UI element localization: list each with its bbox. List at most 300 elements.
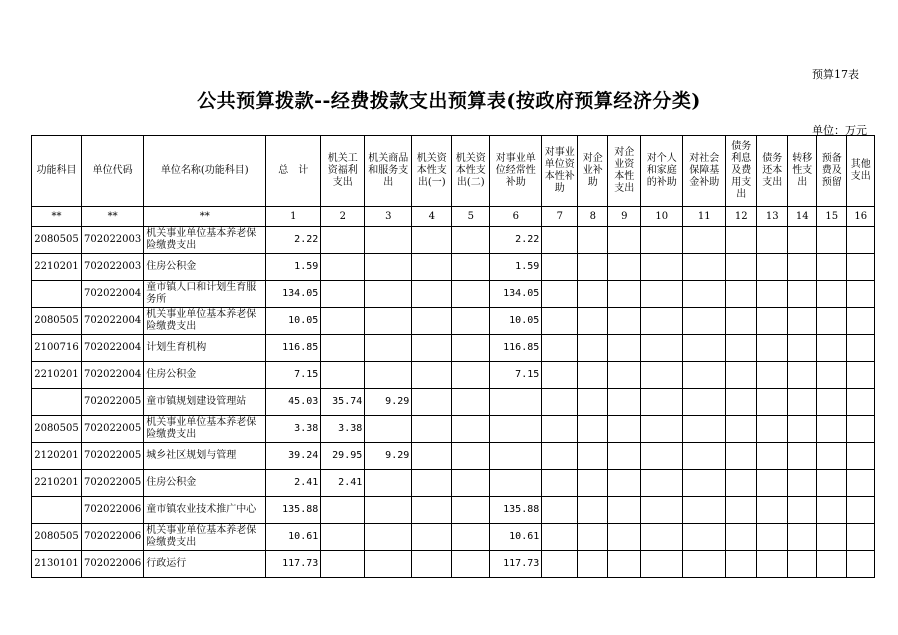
salary-welfare-cell — [321, 362, 365, 389]
unit-code-cell: 702022006 — [82, 551, 144, 578]
empty-cell — [641, 497, 683, 524]
empty-cell — [578, 281, 608, 308]
empty-cell — [726, 416, 757, 443]
table-row — [32, 254, 875, 281]
total-cell: 10.05 — [266, 308, 321, 335]
empty-cell — [452, 551, 490, 578]
empty-cell — [578, 524, 608, 551]
table-row — [32, 308, 875, 335]
empty-cell — [847, 254, 875, 281]
empty-cell — [683, 470, 726, 497]
empty-cell — [641, 389, 683, 416]
column-header: 单位名称(功能科目) — [144, 136, 266, 207]
unit-name-cell: 住房公积金 — [144, 254, 266, 281]
empty-cell — [641, 254, 683, 281]
empty-cell — [641, 416, 683, 443]
empty-cell — [817, 497, 847, 524]
empty-cell — [847, 524, 875, 551]
institution-subsidy-cell — [490, 389, 542, 416]
empty-cell — [726, 335, 757, 362]
column-header: 对社会保障基金补助 — [683, 136, 726, 207]
empty-cell — [788, 551, 817, 578]
goods-services-cell — [365, 470, 412, 497]
empty-cell — [788, 389, 817, 416]
column-header: 预备费及预留 — [817, 136, 847, 207]
empty-cell — [641, 281, 683, 308]
unit-code-cell: 702022006 — [82, 524, 144, 551]
goods-services-cell — [365, 497, 412, 524]
table-row — [32, 443, 875, 470]
unit-code-cell: 702022004 — [82, 281, 144, 308]
empty-cell — [847, 308, 875, 335]
goods-services-cell: 9.29 — [365, 389, 412, 416]
unit-name-cell: 童市镇人口和计划生育服务所 — [144, 281, 266, 308]
unit-code-cell: 702022005 — [82, 443, 144, 470]
empty-cell — [412, 362, 452, 389]
empty-cell — [452, 335, 490, 362]
empty-cell — [847, 470, 875, 497]
table-row — [32, 524, 875, 551]
empty-cell — [412, 443, 452, 470]
empty-cell — [578, 254, 608, 281]
empty-cell — [412, 254, 452, 281]
empty-cell — [412, 389, 452, 416]
empty-cell — [788, 308, 817, 335]
column-header: 机关资本性支出(二) — [452, 136, 490, 207]
empty-cell — [817, 362, 847, 389]
column-number: 8 — [578, 207, 608, 227]
empty-cell — [608, 227, 641, 254]
table-row — [32, 227, 875, 254]
empty-cell — [847, 416, 875, 443]
empty-cell — [817, 416, 847, 443]
unit-name-cell: 计划生育机构 — [144, 335, 266, 362]
empty-cell — [452, 470, 490, 497]
empty-cell — [452, 416, 490, 443]
column-header: 转移性支出 — [788, 136, 817, 207]
empty-cell — [608, 524, 641, 551]
column-header: 债务利息及费用支出 — [726, 136, 757, 207]
empty-cell — [578, 443, 608, 470]
empty-cell — [683, 443, 726, 470]
unit-name-cell: 机关事业单位基本养老保险缴费支出 — [144, 416, 266, 443]
unit-code-cell: 702022004 — [82, 335, 144, 362]
goods-services-cell — [365, 416, 412, 443]
empty-cell — [757, 281, 788, 308]
function-code-cell — [32, 389, 82, 416]
table-row — [32, 335, 875, 362]
empty-cell — [452, 362, 490, 389]
empty-cell — [412, 497, 452, 524]
empty-cell — [788, 335, 817, 362]
empty-cell — [683, 497, 726, 524]
empty-cell — [788, 227, 817, 254]
table-row — [32, 497, 875, 524]
goods-services-cell — [365, 524, 412, 551]
empty-cell — [847, 362, 875, 389]
empty-cell — [542, 524, 578, 551]
empty-cell — [817, 389, 847, 416]
function-code-cell: 2210201 — [32, 254, 82, 281]
empty-cell — [412, 551, 452, 578]
column-header: 对企业资本性支出 — [608, 136, 641, 207]
empty-cell — [757, 254, 788, 281]
empty-cell — [412, 335, 452, 362]
empty-cell — [641, 551, 683, 578]
column-number: 5 — [452, 207, 490, 227]
unit-code-cell: 702022003 — [82, 227, 144, 254]
total-cell: 134.05 — [266, 281, 321, 308]
salary-welfare-cell — [321, 281, 365, 308]
column-number: 14 — [788, 207, 817, 227]
function-code-cell — [32, 497, 82, 524]
empty-cell — [726, 254, 757, 281]
total-cell: 2.41 — [266, 470, 321, 497]
column-number: 12 — [726, 207, 757, 227]
empty-cell — [412, 524, 452, 551]
unit-name-cell: 城乡社区规划与管理 — [144, 443, 266, 470]
empty-cell — [847, 551, 875, 578]
column-number: 15 — [817, 207, 847, 227]
empty-cell — [726, 551, 757, 578]
empty-cell — [726, 443, 757, 470]
empty-cell — [757, 227, 788, 254]
total-cell: 1.59 — [266, 254, 321, 281]
unit-code-cell: 702022004 — [82, 362, 144, 389]
function-code-cell: 2210201 — [32, 470, 82, 497]
empty-cell — [641, 524, 683, 551]
empty-cell — [683, 335, 726, 362]
unit-code-cell: 702022003 — [82, 254, 144, 281]
empty-cell — [542, 335, 578, 362]
column-header: 对事业单位资本性补助 — [542, 136, 578, 207]
column-header: 对个人和家庭的补助 — [641, 136, 683, 207]
salary-welfare-cell — [321, 308, 365, 335]
empty-cell — [817, 551, 847, 578]
column-header: 机关工资福利支出 — [321, 136, 365, 207]
unit-code-cell: 702022005 — [82, 470, 144, 497]
unit-name-cell: 机关事业单位基本养老保险缴费支出 — [144, 524, 266, 551]
empty-cell — [757, 362, 788, 389]
empty-cell — [578, 308, 608, 335]
column-header: 对事业单位经常性补助 — [490, 136, 542, 207]
table-row — [32, 470, 875, 497]
institution-subsidy-cell — [490, 416, 542, 443]
page-title: 公共预算拨款--经费拨款支出预算表(按政府预算经济分类) — [197, 90, 701, 112]
empty-cell — [578, 227, 608, 254]
column-number: 4 — [412, 207, 452, 227]
salary-welfare-cell: 29.95 — [321, 443, 365, 470]
function-code-cell: 2130101 — [32, 551, 82, 578]
empty-cell — [578, 362, 608, 389]
column-header: 其他支出 — [847, 136, 875, 207]
empty-cell — [817, 227, 847, 254]
empty-cell — [542, 551, 578, 578]
empty-cell — [578, 416, 608, 443]
empty-cell — [608, 443, 641, 470]
empty-cell — [726, 308, 757, 335]
empty-cell — [757, 389, 788, 416]
empty-cell — [788, 497, 817, 524]
empty-cell — [788, 524, 817, 551]
institution-subsidy-cell: 10.05 — [490, 308, 542, 335]
empty-cell — [683, 389, 726, 416]
empty-cell — [683, 524, 726, 551]
empty-cell — [788, 416, 817, 443]
empty-cell — [452, 308, 490, 335]
salary-welfare-cell — [321, 551, 365, 578]
column-number: 16 — [847, 207, 875, 227]
empty-cell — [847, 335, 875, 362]
goods-services-cell — [365, 308, 412, 335]
empty-cell — [788, 443, 817, 470]
institution-subsidy-cell — [490, 470, 542, 497]
function-code-cell: 2080505 — [32, 416, 82, 443]
salary-welfare-cell: 35.74 — [321, 389, 365, 416]
empty-cell — [757, 308, 788, 335]
empty-cell — [452, 389, 490, 416]
empty-cell — [542, 389, 578, 416]
empty-cell — [757, 470, 788, 497]
salary-welfare-cell — [321, 227, 365, 254]
institution-subsidy-cell: 2.22 — [490, 227, 542, 254]
empty-cell — [608, 497, 641, 524]
table-row — [32, 389, 875, 416]
empty-cell — [817, 308, 847, 335]
empty-cell — [847, 281, 875, 308]
column-header: 总 计 — [266, 136, 321, 207]
empty-cell — [757, 497, 788, 524]
column-number: ** — [82, 207, 144, 227]
empty-cell — [412, 308, 452, 335]
total-cell: 135.88 — [266, 497, 321, 524]
empty-cell — [788, 281, 817, 308]
column-header: 机关商品和服务支出 — [365, 136, 412, 207]
empty-cell — [788, 362, 817, 389]
column-number: 6 — [490, 207, 542, 227]
empty-cell — [757, 335, 788, 362]
empty-cell — [608, 281, 641, 308]
total-cell: 7.15 — [266, 362, 321, 389]
total-cell: 39.24 — [266, 443, 321, 470]
function-code-cell: 2080505 — [32, 308, 82, 335]
unit-name-cell: 住房公积金 — [144, 362, 266, 389]
column-number: 13 — [757, 207, 788, 227]
function-code-cell — [32, 281, 82, 308]
empty-cell — [608, 335, 641, 362]
unit-code-cell: 702022005 — [82, 416, 144, 443]
table-row — [32, 281, 875, 308]
empty-cell — [683, 281, 726, 308]
empty-cell — [817, 443, 847, 470]
empty-cell — [726, 470, 757, 497]
column-number: 10 — [641, 207, 683, 227]
unit-name-cell: 机关事业单位基本养老保险缴费支出 — [144, 227, 266, 254]
institution-subsidy-cell: 1.59 — [490, 254, 542, 281]
total-cell: 3.38 — [266, 416, 321, 443]
salary-welfare-cell: 3.38 — [321, 416, 365, 443]
goods-services-cell — [365, 362, 412, 389]
empty-cell — [452, 281, 490, 308]
empty-cell — [847, 443, 875, 470]
salary-welfare-cell — [321, 254, 365, 281]
unit-name-cell: 住房公积金 — [144, 470, 266, 497]
empty-cell — [817, 281, 847, 308]
empty-cell — [683, 551, 726, 578]
column-header: 对企业补助 — [578, 136, 608, 207]
unit-name-cell: 行政运行 — [144, 551, 266, 578]
empty-cell — [847, 227, 875, 254]
empty-cell — [757, 551, 788, 578]
empty-cell — [641, 335, 683, 362]
empty-cell — [412, 416, 452, 443]
empty-cell — [608, 362, 641, 389]
empty-cell — [757, 443, 788, 470]
empty-cell — [412, 227, 452, 254]
empty-cell — [683, 416, 726, 443]
goods-services-cell: 9.29 — [365, 443, 412, 470]
empty-cell — [726, 497, 757, 524]
column-number: 1 — [266, 207, 321, 227]
empty-cell — [608, 389, 641, 416]
empty-cell — [452, 497, 490, 524]
empty-cell — [542, 443, 578, 470]
empty-cell — [578, 551, 608, 578]
empty-cell — [578, 497, 608, 524]
empty-cell — [542, 470, 578, 497]
empty-cell — [726, 524, 757, 551]
empty-cell — [641, 227, 683, 254]
empty-cell — [608, 308, 641, 335]
column-number: 2 — [321, 207, 365, 227]
institution-subsidy-cell: 134.05 — [490, 281, 542, 308]
column-header: 债务还本支出 — [757, 136, 788, 207]
column-header: 功能科目 — [32, 136, 82, 207]
empty-cell — [847, 389, 875, 416]
empty-cell — [452, 227, 490, 254]
empty-cell — [452, 443, 490, 470]
empty-cell — [578, 335, 608, 362]
empty-cell — [542, 308, 578, 335]
empty-cell — [788, 470, 817, 497]
empty-cell — [788, 254, 817, 281]
empty-cell — [542, 497, 578, 524]
empty-cell — [542, 281, 578, 308]
function-code-cell: 2080505 — [32, 227, 82, 254]
goods-services-cell — [365, 335, 412, 362]
column-header: 机关资本性支出(一) — [412, 136, 452, 207]
column-number-row — [32, 207, 875, 227]
empty-cell — [683, 227, 726, 254]
empty-cell — [817, 524, 847, 551]
empty-cell — [542, 416, 578, 443]
institution-subsidy-cell: 10.61 — [490, 524, 542, 551]
institution-subsidy-cell — [490, 443, 542, 470]
total-cell: 45.03 — [266, 389, 321, 416]
institution-subsidy-cell: 7.15 — [490, 362, 542, 389]
empty-cell — [641, 470, 683, 497]
column-header: 单位代码 — [82, 136, 144, 207]
empty-cell — [542, 254, 578, 281]
column-number: 11 — [683, 207, 726, 227]
empty-cell — [683, 362, 726, 389]
empty-cell — [608, 416, 641, 443]
empty-cell — [452, 524, 490, 551]
unit-code-cell: 702022004 — [82, 308, 144, 335]
empty-cell — [757, 416, 788, 443]
function-code-cell: 2100716 — [32, 335, 82, 362]
column-number: 9 — [608, 207, 641, 227]
empty-cell — [726, 389, 757, 416]
total-cell: 117.73 — [266, 551, 321, 578]
goods-services-cell — [365, 551, 412, 578]
total-cell: 10.61 — [266, 524, 321, 551]
salary-welfare-cell — [321, 524, 365, 551]
unit-name-cell: 童市镇农业技术推广中心 — [144, 497, 266, 524]
header-row — [32, 136, 875, 207]
unit-name-cell: 机关事业单位基本养老保险缴费支出 — [144, 308, 266, 335]
budget-table — [31, 135, 875, 578]
goods-services-cell — [365, 281, 412, 308]
empty-cell — [817, 254, 847, 281]
empty-cell — [726, 362, 757, 389]
salary-welfare-cell — [321, 497, 365, 524]
empty-cell — [757, 524, 788, 551]
empty-cell — [452, 254, 490, 281]
unit-label: 单位：万元 — [812, 124, 867, 137]
empty-cell — [641, 362, 683, 389]
table-row — [32, 362, 875, 389]
unit-name-cell: 童市镇规划建设管理站 — [144, 389, 266, 416]
table-row — [32, 551, 875, 578]
empty-cell — [641, 308, 683, 335]
empty-cell — [726, 281, 757, 308]
institution-subsidy-cell: 116.85 — [490, 335, 542, 362]
function-code-cell: 2210201 — [32, 362, 82, 389]
function-code-cell: 2080505 — [32, 524, 82, 551]
table-row — [32, 416, 875, 443]
unit-code-cell: 702022006 — [82, 497, 144, 524]
empty-cell — [683, 254, 726, 281]
salary-welfare-cell — [321, 335, 365, 362]
column-number: 3 — [365, 207, 412, 227]
empty-cell — [578, 389, 608, 416]
institution-subsidy-cell: 135.88 — [490, 497, 542, 524]
goods-services-cell — [365, 227, 412, 254]
column-number: 7 — [542, 207, 578, 227]
form-number: 预算17表 — [812, 68, 859, 81]
total-cell: 116.85 — [266, 335, 321, 362]
empty-cell — [817, 335, 847, 362]
empty-cell — [817, 470, 847, 497]
empty-cell — [608, 551, 641, 578]
empty-cell — [608, 470, 641, 497]
empty-cell — [847, 497, 875, 524]
empty-cell — [542, 362, 578, 389]
empty-cell — [683, 308, 726, 335]
salary-welfare-cell: 2.41 — [321, 470, 365, 497]
column-number: ** — [144, 207, 266, 227]
empty-cell — [726, 227, 757, 254]
column-number: ** — [32, 207, 82, 227]
empty-cell — [578, 470, 608, 497]
unit-code-cell: 702022005 — [82, 389, 144, 416]
empty-cell — [608, 254, 641, 281]
institution-subsidy-cell: 117.73 — [490, 551, 542, 578]
empty-cell — [542, 227, 578, 254]
empty-cell — [412, 281, 452, 308]
empty-cell — [412, 470, 452, 497]
